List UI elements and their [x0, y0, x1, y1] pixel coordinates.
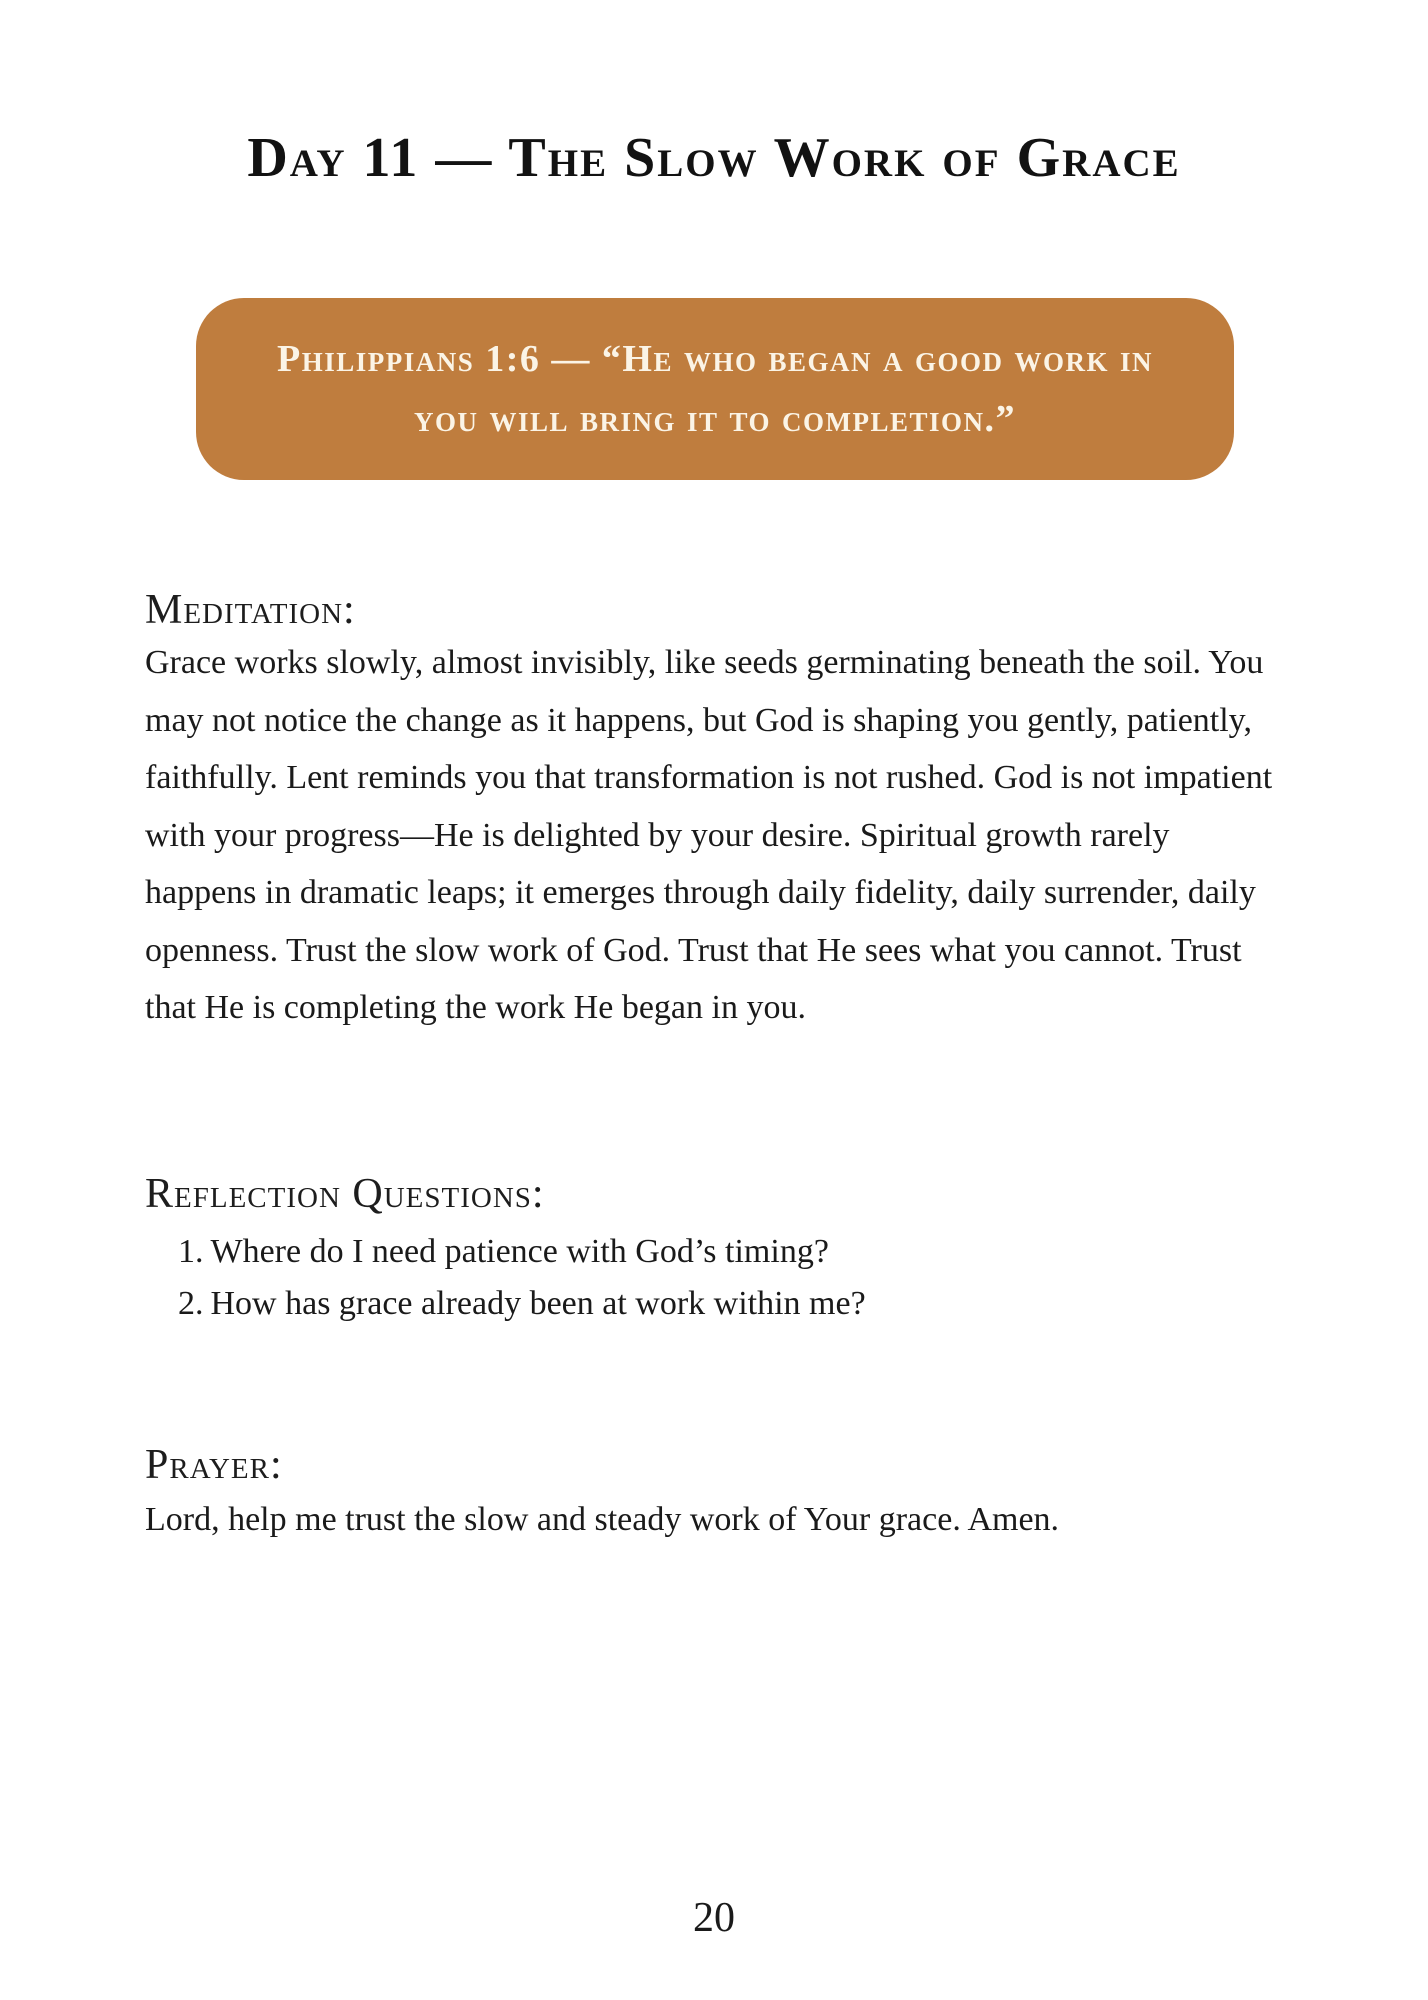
- question-text: How has grace already been at work within me?: [210, 1285, 866, 1322]
- scripture-verse-text: Philippians 1:6 — “He who began a good work in you will bring it to completion.”: [277, 338, 1153, 440]
- meditation-paragraph: Grace works slowly, almost invisibly, like seeds germinating beneath the soil. You may not notice the change as it happens, but God is shaping you gently, patiently, faithfully. Lent reminds you that transformation is not rushed. God is not impatient with your progress—He is delighted by your desire. Spiritual growth rarely happens in dramatic leaps; it emerges through daily fidelity, daily surrender, daily openness. Trust the slow work of God. Trust that He sees what you cannot. Trust that He is completing the work He began in you.: [145, 644, 1273, 1026]
- reflection-question-2: [178, 1278, 1283, 1330]
- reflection-questions-list: [178, 1226, 1283, 1330]
- reflection-question-1: [178, 1226, 1283, 1278]
- page-title: Day 11 — The Slow Work of Grace: [247, 127, 1181, 189]
- meditation-heading: Meditation:: [145, 587, 356, 633]
- prayer-heading: Prayer:: [145, 1442, 283, 1488]
- question-number: 1.: [178, 1233, 204, 1270]
- question-text: Where do I need patience with God’s timing?: [210, 1233, 829, 1270]
- scripture-callout: [196, 298, 1234, 480]
- prayer-paragraph: Lord, help me trust the slow and steady work of Your grace. Amen.: [145, 1501, 1060, 1538]
- question-number: 2.: [178, 1285, 204, 1322]
- page-number: 20: [693, 1895, 735, 1941]
- reflection-questions-heading: Reflection Questions:: [145, 1171, 545, 1217]
